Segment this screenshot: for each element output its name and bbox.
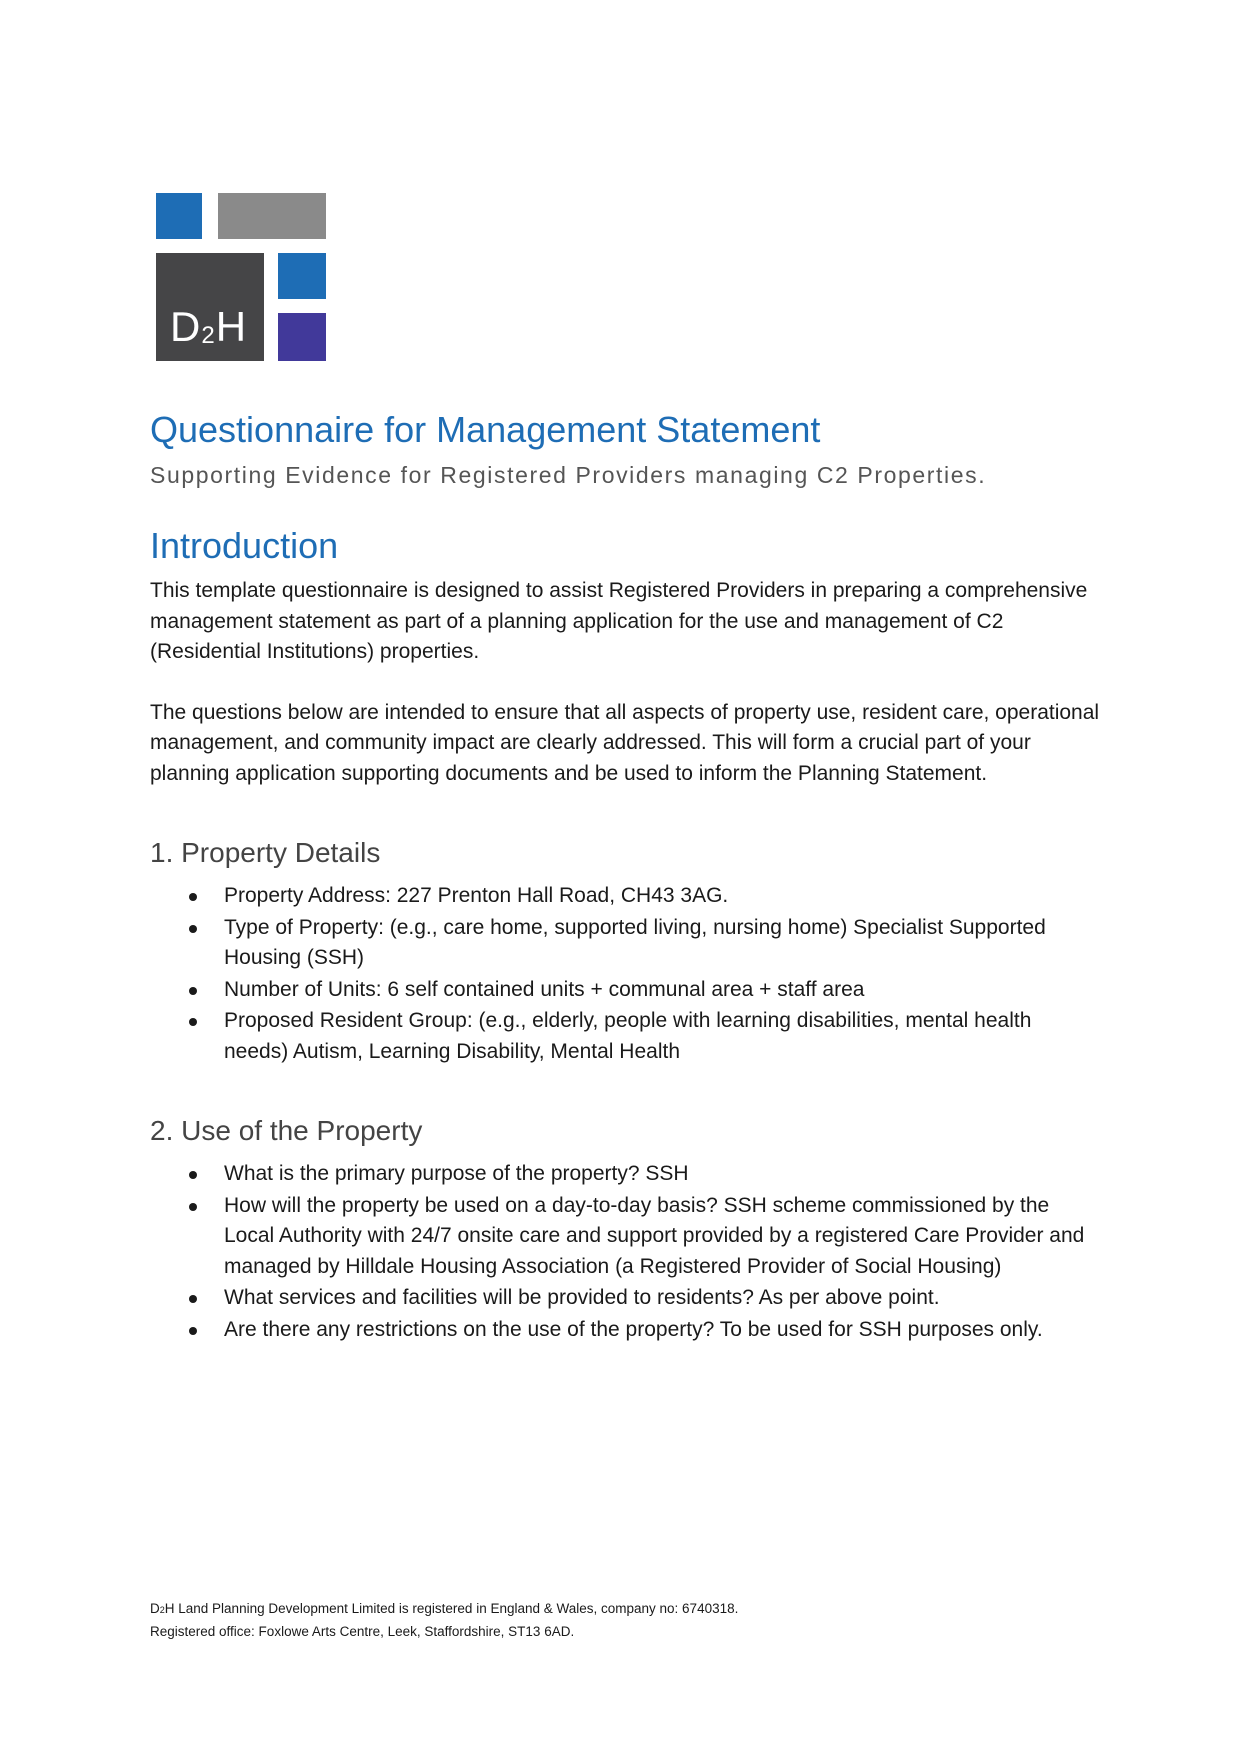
section-heading-use-of-property: 2. Use of the Property [150,1115,423,1146]
main-content [150,404,1100,1346]
footer-address-line: Registered office: Foxlowe Arts Centre, Leek, Staffordshire, ST13 6AD. [150,1624,575,1639]
d2h-logo [154,193,328,363]
document-subtitle: Supporting Evidence for Registered Providers managing C2 Properties. [150,462,987,488]
list-item: Proposed Resident Group: (e.g., elderly, people with learning disabilities, mental health needs) Autism, Learning Disability, Mental Health [224,1006,1100,1067]
list-item: Property Address: 227 Prenton Hall Road, CH43 3AG. [224,881,1100,912]
page-footer [150,1598,738,1642]
document-title: Questionnaire for Management Statement [150,409,821,450]
property-details-list [150,881,1100,1067]
logo-blue-square-top-left [156,193,202,239]
introduction-heading: Introduction [150,525,339,566]
logo-purple-square [278,313,326,361]
list-item: Type of Property: (e.g., care home, supported living, nursing home) Specialist Supported Housing (SSH) [224,913,1100,974]
logo-text: D2H [170,303,248,350]
list-item: Are there any restrictions on the use of the property? To be used for SSH purposes only. [224,1315,1100,1346]
section-heading-property-details: 1. Property Details [150,837,381,868]
logo-blue-square-right [278,253,326,299]
list-item: How will the property be used on a day-to-day basis? SSH scheme commissioned by the Local Authority with 24/7 onsite care and support provided by a registered Care Provider and managed by Hilldale Housing Association (a Registered Provider of Social Housing) [224,1191,1100,1283]
use-of-property-list [150,1159,1100,1345]
logo-grey-bar [218,193,326,239]
list-item: What services and facilities will be provided to residents? As per above point. [224,1283,1100,1314]
introduction-paragraph-1: This template questionnaire is designed to assist Registered Providers in preparing a comprehensive management statement as part of a planning application for the use and management of C2 (Residential Institutions) properties. [150,579,1088,663]
footer-company-line: D2H Land Planning Development Limited is registered in England & Wales, company no: 6740318. [150,1601,739,1616]
list-item: What is the primary purpose of the property? SSH [224,1159,1100,1190]
introduction-paragraph-2: The questions below are intended to ensure that all aspects of property use, resident care, operational management, and community impact are clearly addressed. This will form a crucial part of your planning application supporting documents and be used to inform the Planning Statement. [150,700,1100,785]
list-item: Number of Units: 6 self contained units + communal area + staff area [224,975,1100,1006]
